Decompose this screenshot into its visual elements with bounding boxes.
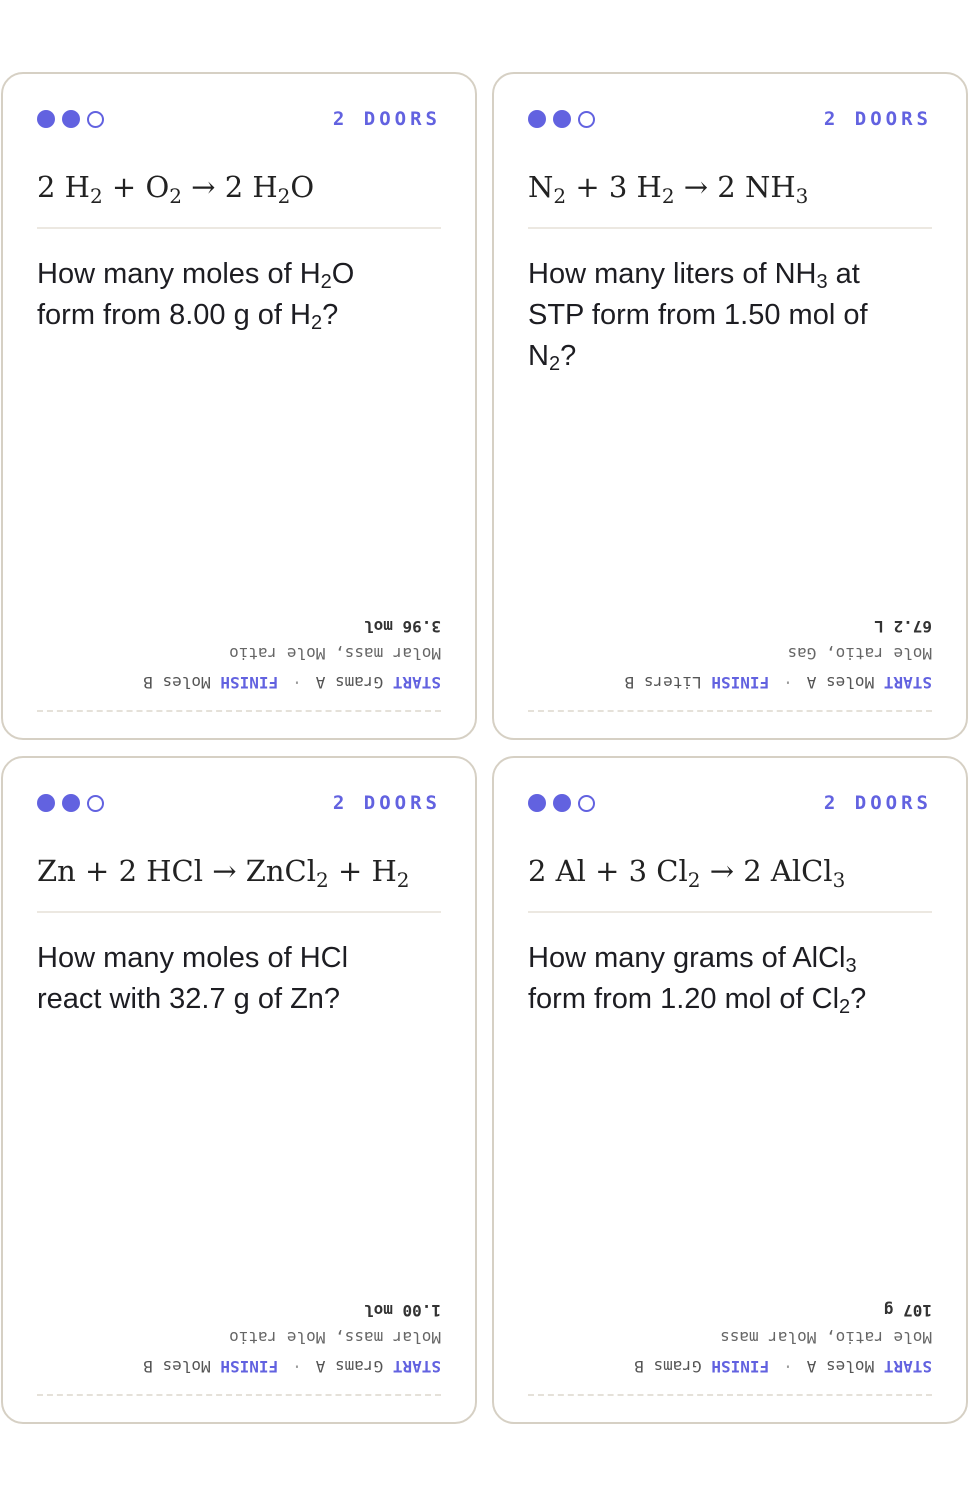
finish-label: FINISH xyxy=(220,673,279,692)
divider xyxy=(528,227,932,229)
route-separator: · xyxy=(292,673,302,692)
dashed-divider xyxy=(37,710,441,712)
start-label: START xyxy=(392,673,441,692)
route-separator: · xyxy=(783,673,793,692)
answer-block-upside-down xyxy=(37,1294,441,1404)
conversion-steps: Molar mass, Mole ratio xyxy=(229,644,441,663)
question-text: How many grams of AlCl$_3$ form from 1.20 mol of $Cl_2$? xyxy=(528,942,867,1018)
doors-label: 2 DOORS xyxy=(332,792,441,814)
finish-label: FINISH xyxy=(711,1357,770,1376)
problem-card[interactable] xyxy=(1,72,477,740)
progress-dot-filled xyxy=(37,110,55,128)
conversion-steps: Mole ratio, Molar mass xyxy=(720,1328,932,1347)
route-line xyxy=(634,1357,932,1376)
route-line xyxy=(625,673,932,692)
progress-dot-filled xyxy=(528,110,546,128)
finish-label: FINISH xyxy=(711,673,770,692)
progress-dots xyxy=(528,110,595,128)
dashed-divider xyxy=(528,1394,932,1396)
answer-result: 1.00 mol xyxy=(363,1301,441,1320)
route-separator: · xyxy=(783,1357,793,1376)
answer-result: 107 g xyxy=(883,1301,932,1320)
divider xyxy=(528,911,932,913)
progress-dots xyxy=(528,794,595,812)
progress-dots xyxy=(37,110,104,128)
answer-result: 67.2 L xyxy=(874,617,932,636)
equation: Zn + 2 HCl → ZnCl$_2$ + $H_2$ xyxy=(37,854,410,892)
progress-dots xyxy=(37,794,104,812)
progress-dot-filled xyxy=(553,794,571,812)
start-value: Grams A xyxy=(315,1357,384,1376)
progress-dot-filled xyxy=(62,110,80,128)
question-text: How many liters of $NH_3$ at STP form from 1.50 mol of $N_2$? xyxy=(528,258,868,375)
progress-dot-filled xyxy=(62,794,80,812)
start-label: START xyxy=(883,1357,932,1376)
finish-value: Moles B xyxy=(143,1357,211,1376)
progress-dot-filled xyxy=(553,110,571,128)
conversion-steps: Molar mass, Mole ratio xyxy=(229,1328,441,1347)
doors-label: 2 DOORS xyxy=(823,108,932,130)
finish-value: Moles B xyxy=(143,673,211,692)
route-line xyxy=(143,1357,441,1376)
problem-card[interactable] xyxy=(492,72,968,740)
doors-label: 2 DOORS xyxy=(332,108,441,130)
finish-value: Grams B xyxy=(634,1357,702,1376)
divider xyxy=(37,227,441,229)
start-value: Moles A xyxy=(806,673,875,692)
divider xyxy=(37,911,441,913)
progress-dot-empty xyxy=(87,111,104,128)
dashed-divider xyxy=(528,710,932,712)
progress-dot-empty xyxy=(578,111,595,128)
progress-dot-empty xyxy=(87,795,104,812)
equation: 2 Al + 3 $Cl_2 \to 2$ AlCl$_3$ xyxy=(528,854,846,892)
answer-block-upside-down xyxy=(37,610,441,720)
equation: $N_2 + 3$ $H_2 \to 2$ $NH_3$ xyxy=(528,170,809,208)
answer-block-upside-down xyxy=(528,1294,932,1404)
progress-dot-filled xyxy=(37,794,55,812)
problem-card[interactable] xyxy=(1,756,477,1424)
dashed-divider xyxy=(37,1394,441,1396)
finish-label: FINISH xyxy=(220,1357,279,1376)
answer-result: 3.96 mol xyxy=(363,617,441,636)
question-text: How many moles of HCl react with 32.7 g of Zn? xyxy=(37,942,349,1015)
route-separator: · xyxy=(292,1357,302,1376)
progress-dot-filled xyxy=(528,794,546,812)
answer-block-upside-down xyxy=(528,610,932,720)
equation: 2 $H_2 + O_2 \to 2$ $H_2O$ xyxy=(37,170,315,208)
start-label: START xyxy=(883,673,932,692)
start-value: Grams A xyxy=(315,673,384,692)
route-line xyxy=(143,673,441,692)
question-text: How many moles of $H_2O$ form from 8.00 g of $H_2$? xyxy=(37,258,355,334)
problem-card[interactable] xyxy=(492,756,968,1424)
progress-dot-empty xyxy=(578,795,595,812)
finish-value: Liters B xyxy=(624,673,702,692)
doors-label: 2 DOORS xyxy=(823,792,932,814)
start-label: START xyxy=(392,1357,441,1376)
conversion-steps: Mole ratio, Gas xyxy=(787,644,932,663)
start-value: Moles A xyxy=(806,1357,875,1376)
